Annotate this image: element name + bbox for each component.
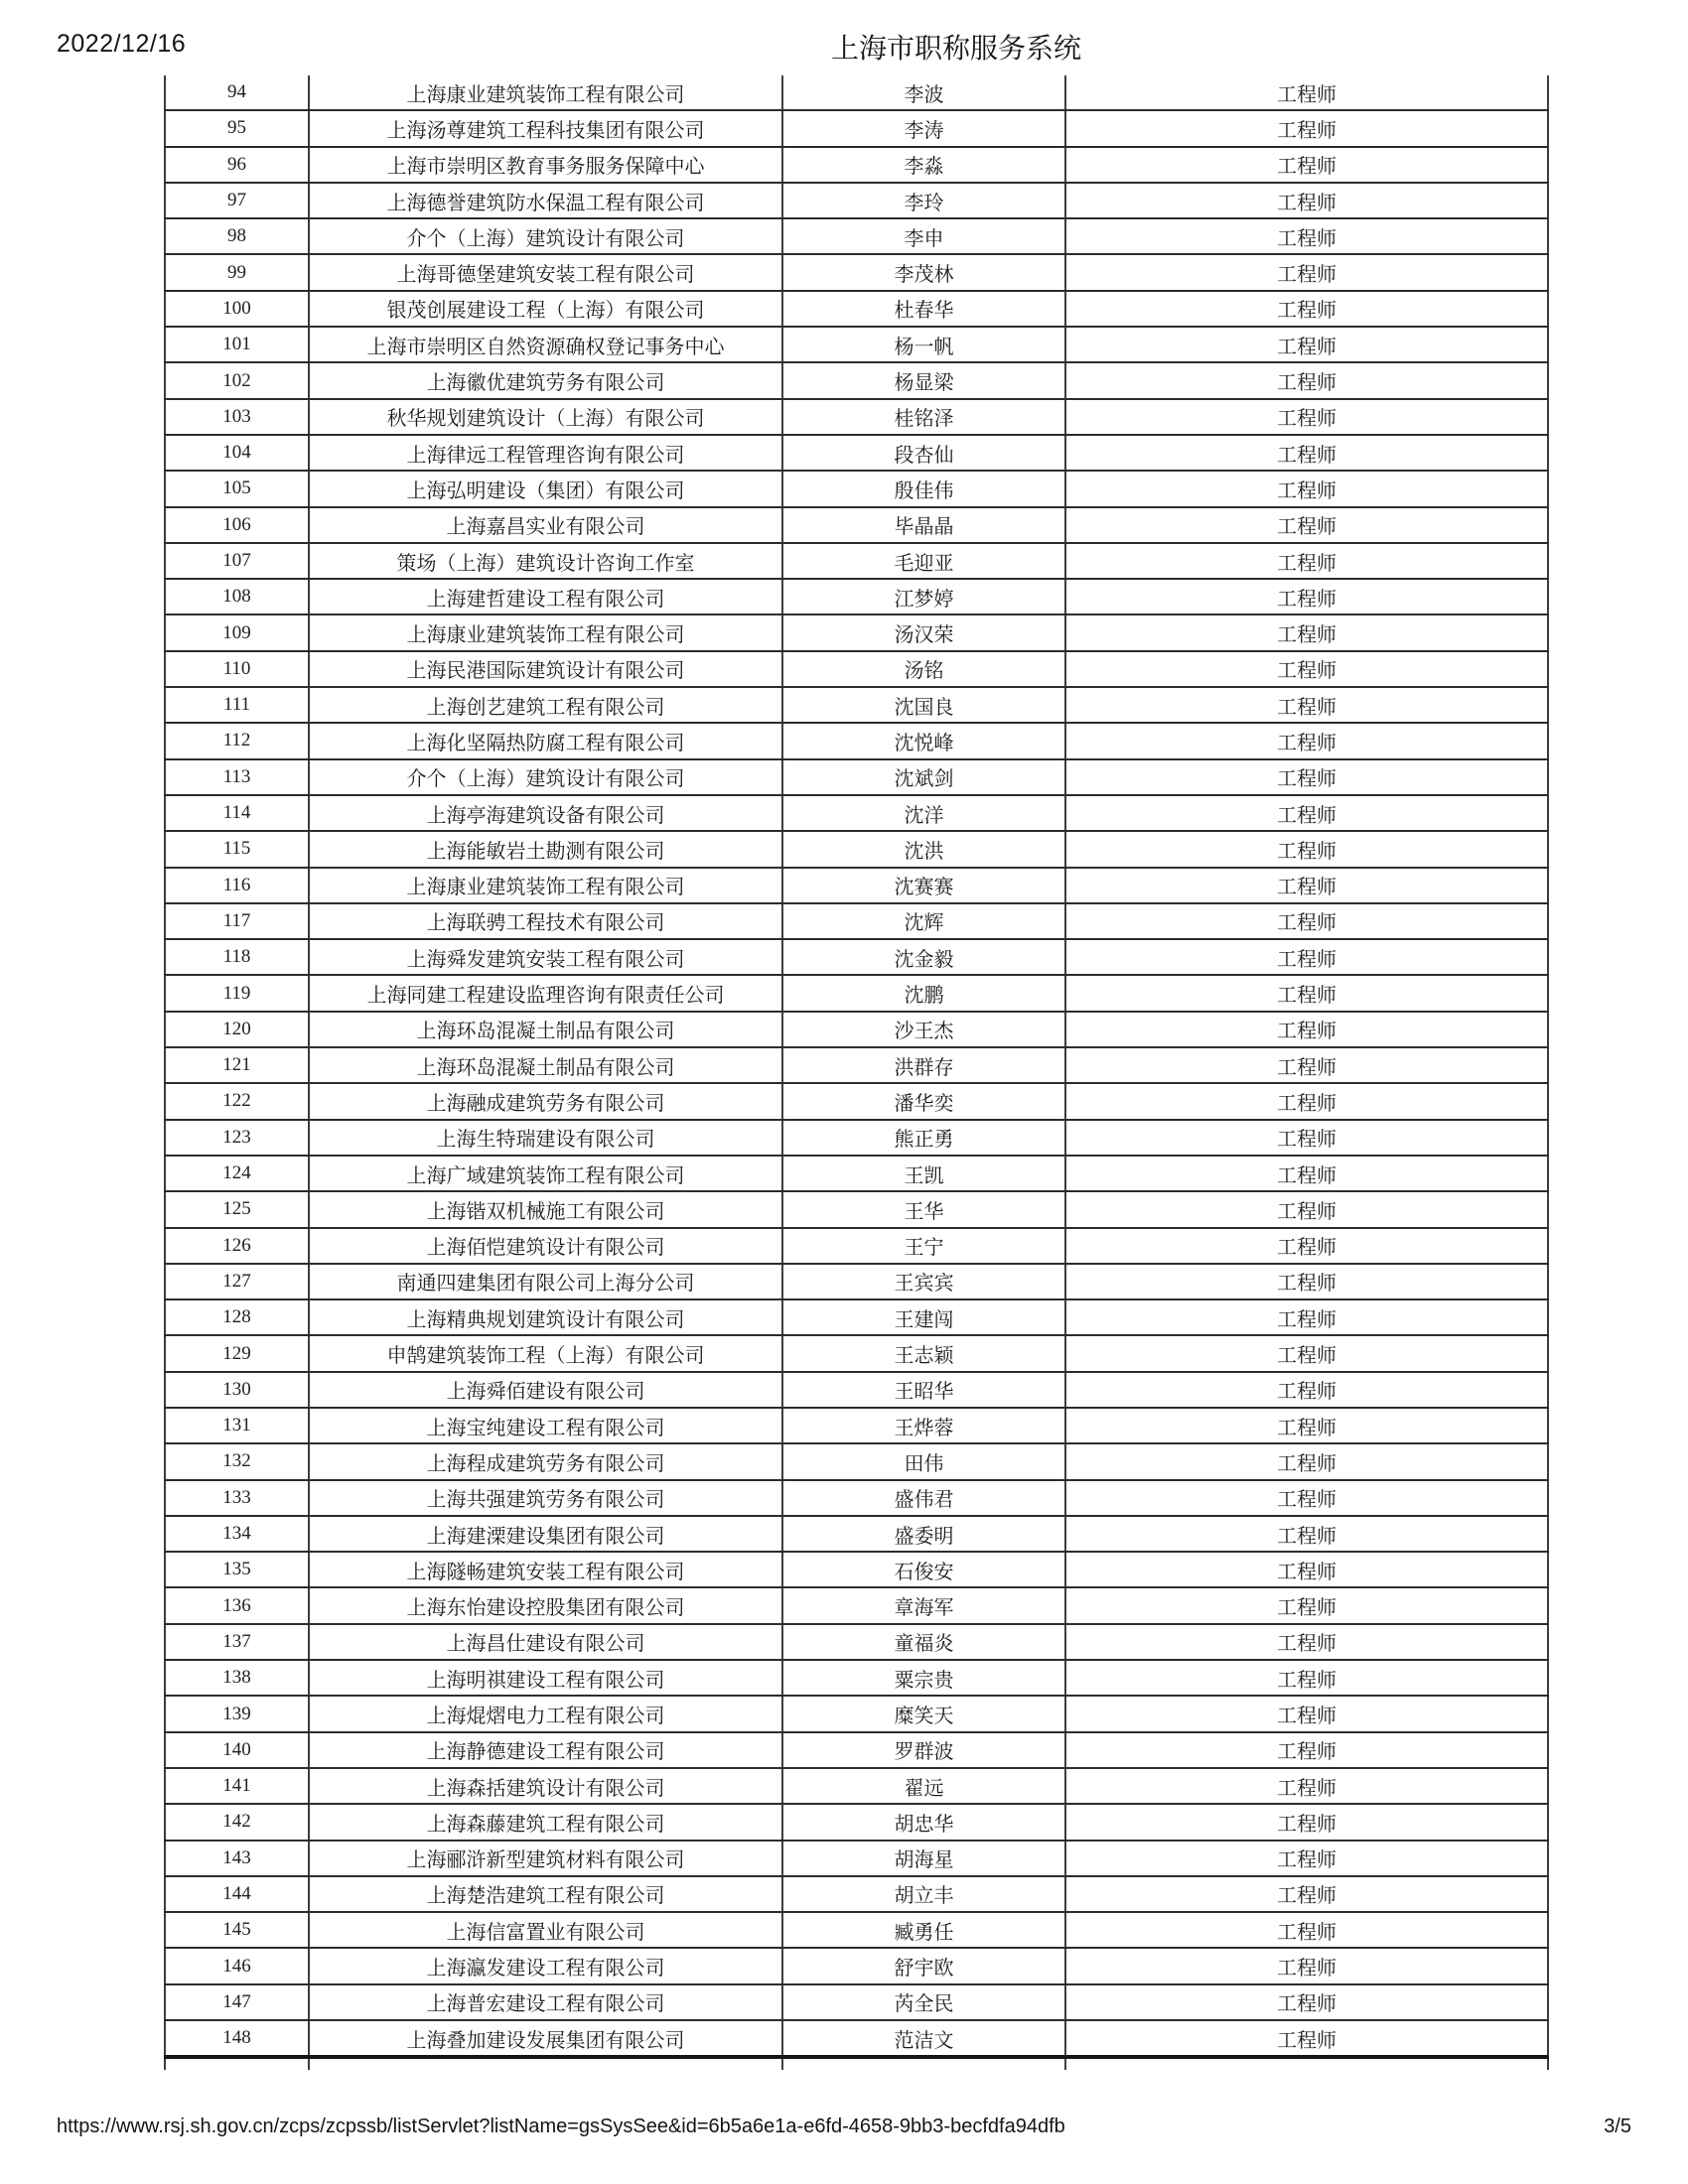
company-cell: 上海郦浒新型建筑材料有限公司 <box>309 1841 782 1876</box>
person-name-cell: 洪群存 <box>782 1047 1065 1083</box>
job-title-cell: 工程师 <box>1065 1228 1548 1264</box>
table-row <box>165 903 1548 939</box>
person-name-cell: 翟远 <box>782 1768 1065 1804</box>
row-number-cell: 146 <box>165 1948 309 1983</box>
row-number-cell: 119 <box>165 975 309 1011</box>
job-title-cell: 工程师 <box>1065 1047 1548 1083</box>
row-number-cell: 105 <box>165 471 309 506</box>
job-title-cell: 工程师 <box>1065 471 1548 506</box>
table-row <box>165 687 1548 723</box>
table-row <box>165 759 1548 795</box>
person-name-cell: 沈辉 <box>782 903 1065 939</box>
row-number-cell: 114 <box>165 795 309 831</box>
row-number-cell: 140 <box>165 1732 309 1768</box>
company-cell: 上海楚浩建筑工程有限公司 <box>309 1876 782 1912</box>
company-cell: 上海嘉昌实业有限公司 <box>309 507 782 543</box>
job-title-cell: 工程师 <box>1065 1299 1548 1335</box>
job-title-cell: 工程师 <box>1065 759 1548 795</box>
job-title-cell: 工程师 <box>1065 1912 1548 1948</box>
job-title-cell: 工程师 <box>1065 1768 1548 1804</box>
company-cell: 上海创艺建筑工程有限公司 <box>309 687 782 723</box>
job-title-cell: 工程师 <box>1065 1516 1548 1552</box>
partial-cell <box>1065 2057 1548 2070</box>
table-row <box>165 435 1548 471</box>
person-name-cell: 李茂林 <box>782 254 1065 290</box>
row-number-cell: 122 <box>165 1083 309 1119</box>
job-title-cell: 工程师 <box>1065 614 1548 650</box>
row-number-cell: 117 <box>165 903 309 939</box>
row-number-cell: 101 <box>165 327 309 362</box>
job-title-cell: 工程师 <box>1065 254 1548 290</box>
row-number-cell: 124 <box>165 1156 309 1191</box>
table-row <box>165 1912 1548 1948</box>
company-cell: 上海德誉建筑防水保温工程有限公司 <box>309 183 782 218</box>
table-row <box>165 1516 1548 1552</box>
table-row <box>165 1552 1548 1587</box>
job-title-cell: 工程师 <box>1065 1120 1548 1156</box>
row-number-cell: 144 <box>165 1876 309 1912</box>
company-cell: 上海康业建筑装饰工程有限公司 <box>309 868 782 903</box>
person-name-cell: 王宾宾 <box>782 1264 1065 1299</box>
person-name-cell: 粟宗贵 <box>782 1660 1065 1696</box>
person-name-cell: 王志颖 <box>782 1335 1065 1371</box>
person-name-cell: 杜春华 <box>782 291 1065 327</box>
partial-cell <box>309 2057 782 2070</box>
table-row <box>165 939 1548 975</box>
table-row <box>165 1984 1548 2020</box>
person-name-cell: 杨一帆 <box>782 327 1065 362</box>
job-title-cell: 工程师 <box>1065 651 1548 687</box>
job-title-cell: 工程师 <box>1065 723 1548 758</box>
company-cell: 上海康业建筑装饰工程有限公司 <box>309 614 782 650</box>
table-row <box>165 651 1548 687</box>
partial-cell <box>782 2057 1065 2070</box>
person-name-cell: 李波 <box>782 75 1065 110</box>
table-row <box>165 1047 1548 1083</box>
job-title-cell: 工程师 <box>1065 362 1548 398</box>
table-row <box>165 795 1548 831</box>
company-cell: 上海叠加建设发展集团有限公司 <box>309 2020 782 2057</box>
job-title-cell: 工程师 <box>1065 1156 1548 1191</box>
job-title-cell: 工程师 <box>1065 795 1548 831</box>
person-name-cell: 王凯 <box>782 1156 1065 1191</box>
row-number-cell: 125 <box>165 1191 309 1227</box>
person-name-cell: 盛委明 <box>782 1516 1065 1552</box>
person-name-cell: 李淼 <box>782 147 1065 183</box>
company-cell: 申鹄建筑装饰工程（上海）有限公司 <box>309 1335 782 1371</box>
page-title: 上海市职称服务系统 <box>830 33 1082 64</box>
footer-page-indicator: 3/5 <box>1604 2116 1631 2137</box>
table-row <box>165 1264 1548 1299</box>
row-number-cell: 113 <box>165 759 309 795</box>
row-number-cell: 131 <box>165 1408 309 1443</box>
person-name-cell: 王建闯 <box>782 1299 1065 1335</box>
table-row <box>165 831 1548 867</box>
table-row <box>165 1335 1548 1371</box>
row-number-cell: 121 <box>165 1047 309 1083</box>
company-cell: 上海森括建筑设计有限公司 <box>309 1768 782 1804</box>
company-cell: 介个（上海）建筑设计有限公司 <box>309 218 782 254</box>
person-name-cell: 章海军 <box>782 1587 1065 1623</box>
row-number-cell: 110 <box>165 651 309 687</box>
job-title-cell: 工程师 <box>1065 1841 1548 1876</box>
job-title-cell: 工程师 <box>1065 435 1548 471</box>
table-row <box>165 399 1548 435</box>
person-name-cell: 沙王杰 <box>782 1012 1065 1047</box>
company-cell: 策场（上海）建筑设计咨询工作室 <box>309 543 782 579</box>
person-name-cell: 胡海星 <box>782 1841 1065 1876</box>
company-cell: 上海信富置业有限公司 <box>309 1912 782 1948</box>
company-cell: 上海明祺建设工程有限公司 <box>309 1660 782 1696</box>
job-title-cell: 工程师 <box>1065 939 1548 975</box>
company-cell: 上海隧畅建筑安装工程有限公司 <box>309 1552 782 1587</box>
table-row <box>165 579 1548 614</box>
person-name-cell: 段杏仙 <box>782 435 1065 471</box>
person-name-cell: 罗群波 <box>782 1732 1065 1768</box>
row-number-cell: 130 <box>165 1372 309 1408</box>
row-number-cell: 137 <box>165 1624 309 1660</box>
table-row <box>165 1624 1548 1660</box>
person-name-cell: 沈赛赛 <box>782 868 1065 903</box>
person-name-cell: 沈金毅 <box>782 939 1065 975</box>
job-title-cell: 工程师 <box>1065 1408 1548 1443</box>
job-title-cell: 工程师 <box>1065 579 1548 614</box>
table-row <box>165 1083 1548 1119</box>
person-name-cell: 石俊安 <box>782 1552 1065 1587</box>
table-row <box>165 327 1548 362</box>
company-cell: 上海环岛混凝土制品有限公司 <box>309 1047 782 1083</box>
row-number-cell: 141 <box>165 1768 309 1804</box>
row-number-cell: 98 <box>165 218 309 254</box>
person-name-cell: 潘华奕 <box>782 1083 1065 1119</box>
company-cell: 上海市崇明区自然资源确权登记事务中心 <box>309 327 782 362</box>
job-title-cell: 工程师 <box>1065 1264 1548 1299</box>
table-row <box>165 75 1548 110</box>
company-cell: 上海哥德堡建筑安装工程有限公司 <box>309 254 782 290</box>
job-title-cell: 工程师 <box>1065 399 1548 435</box>
company-cell: 上海建溧建设集团有限公司 <box>309 1516 782 1552</box>
person-name-cell: 沈悦峰 <box>782 723 1065 758</box>
row-number-cell: 94 <box>165 75 309 110</box>
company-cell: 上海程成建筑劳务有限公司 <box>309 1443 782 1479</box>
table-row <box>165 1841 1548 1876</box>
company-cell: 上海市崇明区教育事务服务保障中心 <box>309 147 782 183</box>
person-name-cell: 臧勇任 <box>782 1912 1065 1948</box>
row-number-cell: 123 <box>165 1120 309 1156</box>
job-title-cell: 工程师 <box>1065 975 1548 1011</box>
row-number-cell: 120 <box>165 1012 309 1047</box>
job-title-cell: 工程师 <box>1065 1624 1548 1660</box>
row-number-cell: 143 <box>165 1841 309 1876</box>
company-cell: 上海佰恺建筑设计有限公司 <box>309 1228 782 1264</box>
table-row <box>165 614 1548 650</box>
company-cell: 上海宝纯建设工程有限公司 <box>309 1408 782 1443</box>
table-row <box>165 1120 1548 1156</box>
job-title-cell: 工程师 <box>1065 327 1548 362</box>
person-name-cell: 舒宇欧 <box>782 1948 1065 1983</box>
table-row <box>165 1480 1548 1516</box>
job-title-cell: 工程师 <box>1065 1443 1548 1479</box>
row-number-cell: 104 <box>165 435 309 471</box>
person-name-cell: 童福炎 <box>782 1624 1065 1660</box>
row-number-cell: 148 <box>165 2020 309 2057</box>
person-name-cell: 杨显梁 <box>782 362 1065 398</box>
person-name-cell: 李玲 <box>782 183 1065 218</box>
job-title-cell: 工程师 <box>1065 868 1548 903</box>
table-row <box>165 1804 1548 1840</box>
row-number-cell: 97 <box>165 183 309 218</box>
table-row <box>165 1299 1548 1335</box>
job-title-cell: 工程师 <box>1065 75 1548 110</box>
job-title-cell: 工程师 <box>1065 291 1548 327</box>
company-cell: 南通四建集团有限公司上海分公司 <box>309 1264 782 1299</box>
company-cell: 上海亭海建筑设备有限公司 <box>309 795 782 831</box>
person-name-cell: 胡立丰 <box>782 1876 1065 1912</box>
company-cell: 介个（上海）建筑设计有限公司 <box>309 759 782 795</box>
table-row <box>165 1156 1548 1191</box>
job-title-cell: 工程师 <box>1065 1552 1548 1587</box>
row-number-cell: 135 <box>165 1552 309 1587</box>
table-row <box>165 975 1548 1011</box>
job-title-cell: 工程师 <box>1065 687 1548 723</box>
company-cell: 上海律远工程管理咨询有限公司 <box>309 435 782 471</box>
person-name-cell: 盛伟君 <box>782 1480 1065 1516</box>
company-cell: 秋华规划建筑设计（上海）有限公司 <box>309 399 782 435</box>
job-title-cell: 工程师 <box>1065 110 1548 146</box>
row-number-cell: 102 <box>165 362 309 398</box>
job-title-cell: 工程师 <box>1065 1191 1548 1227</box>
company-cell: 上海舜发建筑安装工程有限公司 <box>309 939 782 975</box>
table-row <box>165 1012 1548 1047</box>
company-cell: 上海建哲建设工程有限公司 <box>309 579 782 614</box>
company-cell: 上海康业建筑装饰工程有限公司 <box>309 75 782 110</box>
table-row <box>165 1948 1548 1983</box>
company-cell: 上海能敏岩土勘测有限公司 <box>309 831 782 867</box>
company-cell: 上海民港国际建筑设计有限公司 <box>309 651 782 687</box>
person-name-cell: 王昭华 <box>782 1372 1065 1408</box>
person-name-cell: 江梦婷 <box>782 579 1065 614</box>
job-title-cell: 工程师 <box>1065 1083 1548 1119</box>
person-name-cell: 范洁文 <box>782 2020 1065 2057</box>
row-number-cell: 96 <box>165 147 309 183</box>
table-row <box>165 1408 1548 1443</box>
company-cell: 上海环岛混凝土制品有限公司 <box>309 1012 782 1047</box>
row-number-cell: 133 <box>165 1480 309 1516</box>
job-title-cell: 工程师 <box>1065 831 1548 867</box>
company-cell: 上海化坚隔热防腐工程有限公司 <box>309 723 782 758</box>
table-row <box>165 254 1548 290</box>
table-row <box>165 1696 1548 1731</box>
table-row <box>165 1732 1548 1768</box>
results-table <box>164 75 1549 2070</box>
company-cell: 银茂创展建设工程（上海）有限公司 <box>309 291 782 327</box>
person-name-cell: 汤铭 <box>782 651 1065 687</box>
partial-cell <box>165 2057 309 2070</box>
company-cell: 上海锴双机械施工有限公司 <box>309 1191 782 1227</box>
row-number-cell: 100 <box>165 291 309 327</box>
row-number-cell: 132 <box>165 1443 309 1479</box>
partial-next-row <box>165 2057 1548 2070</box>
job-title-cell: 工程师 <box>1065 1587 1548 1623</box>
table-row <box>165 291 1548 327</box>
row-number-cell: 139 <box>165 1696 309 1731</box>
row-number-cell: 134 <box>165 1516 309 1552</box>
footer-url: https://www.rsj.sh.gov.cn/zcps/zcpssb/listServlet?listName=gsSysSee&id=6b5a6e1a-e6fd-4658-9bb3-becfdfa94dfb <box>57 2116 1065 2137</box>
job-title-cell: 工程师 <box>1065 218 1548 254</box>
job-title-cell: 工程师 <box>1065 903 1548 939</box>
company-cell: 上海徽优建筑劳务有限公司 <box>309 362 782 398</box>
person-name-cell: 汤汉荣 <box>782 614 1065 650</box>
table-row <box>165 147 1548 183</box>
job-title-cell: 工程师 <box>1065 1335 1548 1371</box>
company-cell: 上海瀛发建设工程有限公司 <box>309 1948 782 1983</box>
job-title-cell: 工程师 <box>1065 1804 1548 1840</box>
job-title-cell: 工程师 <box>1065 1480 1548 1516</box>
row-number-cell: 138 <box>165 1660 309 1696</box>
table-row <box>165 1443 1548 1479</box>
company-cell: 上海昌仕建设有限公司 <box>309 1624 782 1660</box>
table-row <box>165 1191 1548 1227</box>
person-name-cell: 芮全民 <box>782 1984 1065 2020</box>
company-cell: 上海精典规划建筑设计有限公司 <box>309 1299 782 1335</box>
person-name-cell: 毛迎亚 <box>782 543 1065 579</box>
person-name-cell: 沈洪 <box>782 831 1065 867</box>
company-cell: 上海广域建筑装饰工程有限公司 <box>309 1156 782 1191</box>
job-title-cell: 工程师 <box>1065 1372 1548 1408</box>
company-cell: 上海汤尊建筑工程科技集团有限公司 <box>309 110 782 146</box>
person-name-cell: 李申 <box>782 218 1065 254</box>
row-number-cell: 115 <box>165 831 309 867</box>
table-row <box>165 1372 1548 1408</box>
table-row <box>165 1660 1548 1696</box>
table-row <box>165 183 1548 218</box>
company-cell: 上海同建工程建设监理咨询有限责任公司 <box>309 975 782 1011</box>
job-title-cell: 工程师 <box>1065 1660 1548 1696</box>
company-cell: 上海生特瑞建设有限公司 <box>309 1120 782 1156</box>
row-number-cell: 99 <box>165 254 309 290</box>
company-cell: 上海共强建筑劳务有限公司 <box>309 1480 782 1516</box>
person-name-cell: 王烨蓉 <box>782 1408 1065 1443</box>
company-cell: 上海静德建设工程有限公司 <box>309 1732 782 1768</box>
job-title-cell: 工程师 <box>1065 507 1548 543</box>
company-cell: 上海舜佰建设有限公司 <box>309 1372 782 1408</box>
table-row <box>165 723 1548 758</box>
table-row <box>165 1768 1548 1804</box>
table-row <box>165 1228 1548 1264</box>
row-number-cell: 142 <box>165 1804 309 1840</box>
job-title-cell: 工程师 <box>1065 1948 1548 1983</box>
table-row <box>165 110 1548 146</box>
row-number-cell: 116 <box>165 868 309 903</box>
company-cell: 上海森藤建筑工程有限公司 <box>309 1804 782 1840</box>
person-name-cell: 糜笑天 <box>782 1696 1065 1731</box>
row-number-cell: 108 <box>165 579 309 614</box>
row-number-cell: 128 <box>165 1299 309 1335</box>
row-number-cell: 129 <box>165 1335 309 1371</box>
person-name-cell: 胡忠华 <box>782 1804 1065 1840</box>
row-number-cell: 111 <box>165 687 309 723</box>
company-cell: 上海联骋工程技术有限公司 <box>309 903 782 939</box>
person-name-cell: 沈国良 <box>782 687 1065 723</box>
row-number-cell: 118 <box>165 939 309 975</box>
company-cell: 上海融成建筑劳务有限公司 <box>309 1083 782 1119</box>
job-title-cell: 工程师 <box>1065 1732 1548 1768</box>
row-number-cell: 136 <box>165 1587 309 1623</box>
person-name-cell: 毕晶晶 <box>782 507 1065 543</box>
table-row <box>165 868 1548 903</box>
table-row <box>165 2020 1548 2057</box>
row-number-cell: 95 <box>165 110 309 146</box>
person-name-cell: 殷佳伟 <box>782 471 1065 506</box>
row-number-cell: 103 <box>165 399 309 435</box>
person-name-cell: 田伟 <box>782 1443 1065 1479</box>
row-number-cell: 107 <box>165 543 309 579</box>
company-cell: 上海普宏建设工程有限公司 <box>309 1984 782 2020</box>
table-row <box>165 471 1548 506</box>
job-title-cell: 工程师 <box>1065 183 1548 218</box>
company-cell: 上海弘明建设（集团）有限公司 <box>309 471 782 506</box>
person-name-cell: 沈斌剑 <box>782 759 1065 795</box>
print-date: 2022/12/16 <box>57 30 187 58</box>
row-number-cell: 126 <box>165 1228 309 1264</box>
person-name-cell: 熊正勇 <box>782 1120 1065 1156</box>
person-name-cell: 沈鹏 <box>782 975 1065 1011</box>
person-name-cell: 王宁 <box>782 1228 1065 1264</box>
table-row <box>165 218 1548 254</box>
table-row <box>165 507 1548 543</box>
row-number-cell: 127 <box>165 1264 309 1299</box>
table-body <box>165 75 1548 2057</box>
table-row <box>165 543 1548 579</box>
company-cell: 上海焜熠电力工程有限公司 <box>309 1696 782 1731</box>
row-number-cell: 147 <box>165 1984 309 2020</box>
table-row <box>165 1587 1548 1623</box>
person-name-cell: 李涛 <box>782 110 1065 146</box>
person-name-cell: 桂铭泽 <box>782 399 1065 435</box>
row-number-cell: 112 <box>165 723 309 758</box>
row-number-cell: 106 <box>165 507 309 543</box>
row-number-cell: 109 <box>165 614 309 650</box>
person-name-cell: 沈洋 <box>782 795 1065 831</box>
job-title-cell: 工程师 <box>1065 147 1548 183</box>
table-row <box>165 1876 1548 1912</box>
job-title-cell: 工程师 <box>1065 543 1548 579</box>
row-number-cell: 145 <box>165 1912 309 1948</box>
company-cell: 上海东怡建设控股集团有限公司 <box>309 1587 782 1623</box>
job-title-cell: 工程师 <box>1065 1012 1548 1047</box>
job-title-cell: 工程师 <box>1065 1876 1548 1912</box>
job-title-cell: 工程师 <box>1065 1984 1548 2020</box>
table-row <box>165 362 1548 398</box>
job-title-cell: 工程师 <box>1065 1696 1548 1731</box>
person-name-cell: 王华 <box>782 1191 1065 1227</box>
job-title-cell: 工程师 <box>1065 2020 1548 2057</box>
